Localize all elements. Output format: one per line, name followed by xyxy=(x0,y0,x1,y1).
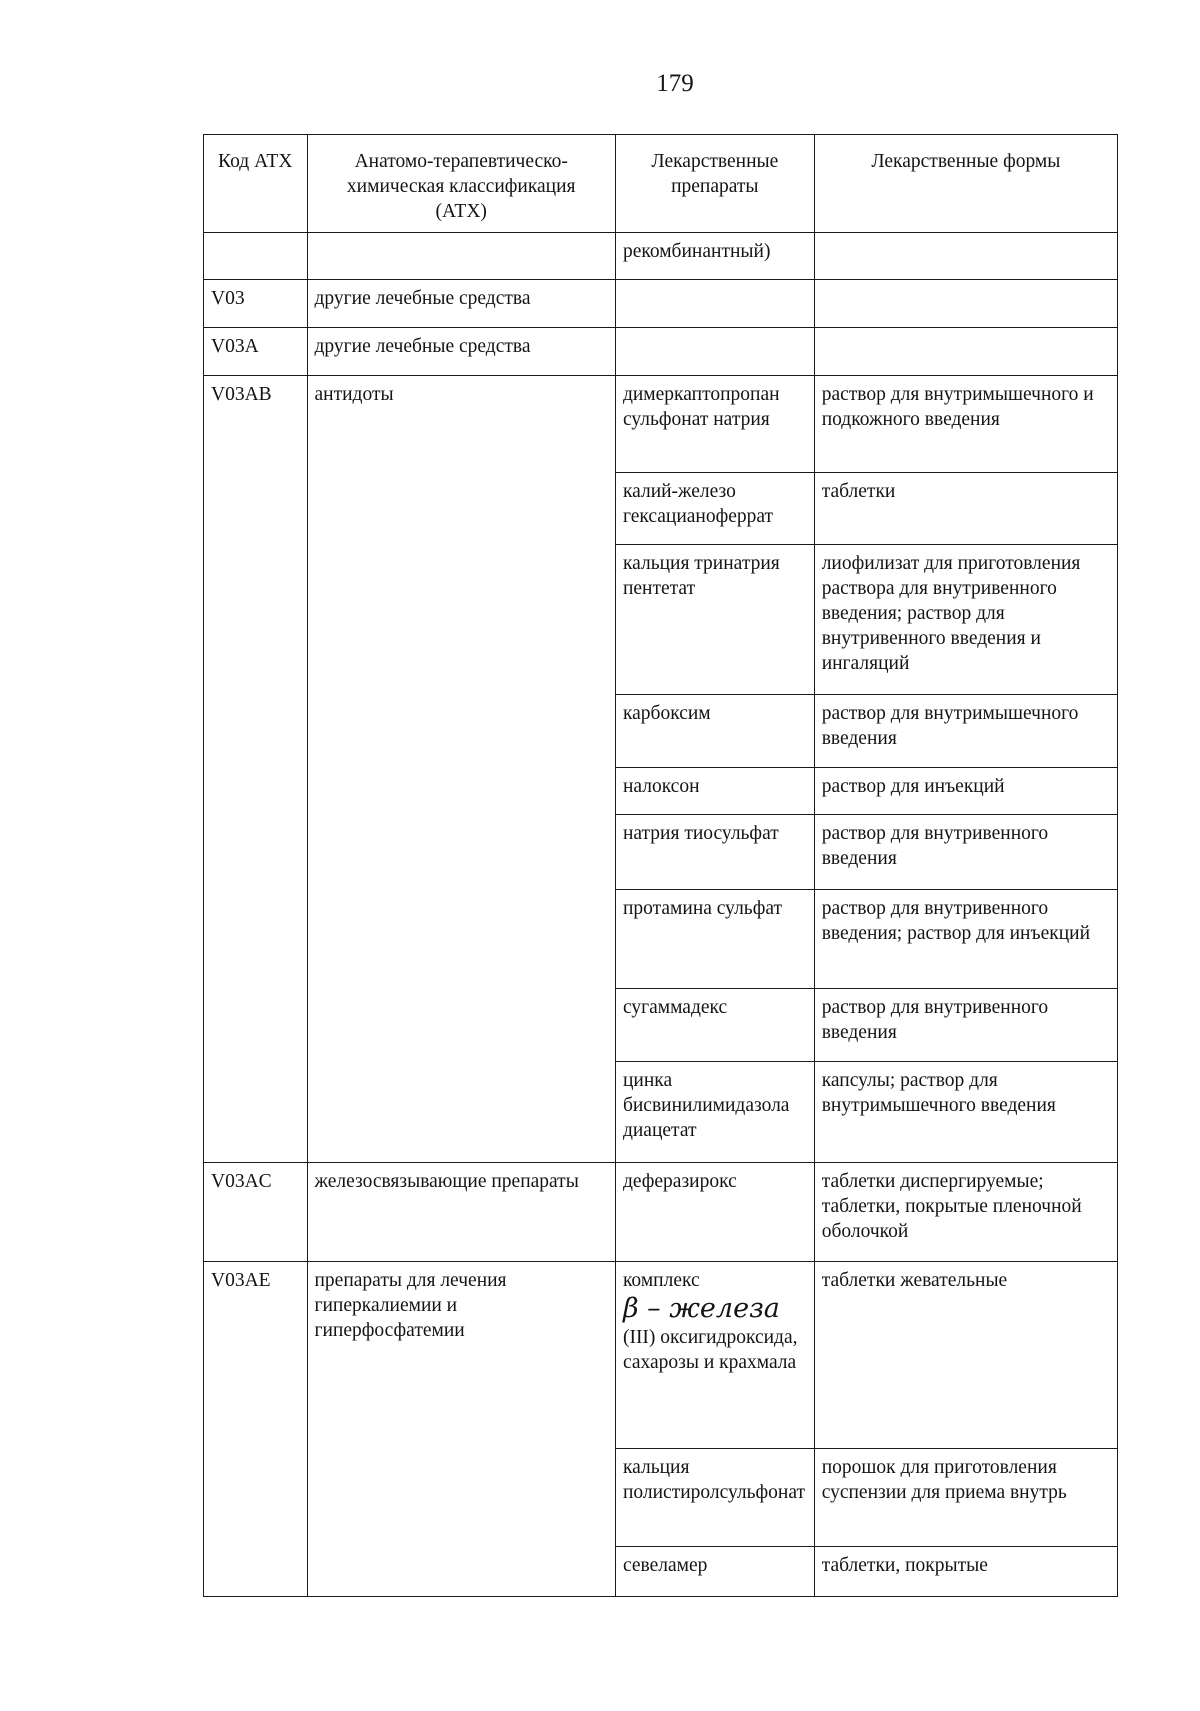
header-atc-code: Код АТХ xyxy=(204,135,308,233)
atc-code-cell: V03A xyxy=(204,328,308,376)
drug-cell: деферазирокс xyxy=(615,1163,814,1262)
drug-text: комплекс xyxy=(622,1270,700,1291)
drug-cell: натрия тиосульфат xyxy=(615,815,814,890)
atc-code-cell: V03 xyxy=(204,280,308,328)
page-number: 179 xyxy=(656,70,694,97)
table-row xyxy=(204,328,1118,376)
table-row xyxy=(204,280,1118,328)
form-cell: таблетки жевательные xyxy=(814,1262,1117,1449)
form-cell: таблетки, покрытые xyxy=(814,1547,1117,1597)
drug-cell xyxy=(615,1262,814,1449)
atc-code-cell: V03AB xyxy=(204,376,308,1163)
atc-name-cell: другие лечебные средства xyxy=(307,328,615,376)
beta-iron-formula: β – железа xyxy=(622,1293,780,1324)
drug-cell: кальция полистиролсульфонат xyxy=(615,1449,814,1547)
table-header-row xyxy=(204,135,1118,233)
atc-code-cell: V03AE xyxy=(204,1262,308,1597)
atc-table xyxy=(203,134,1118,1597)
atc-name-cell: другие лечебные средства xyxy=(307,280,615,328)
atc-name-cell: препараты для лечения гиперкалиемии и гиперфосфатемии xyxy=(307,1262,615,1597)
atc-code-cell: V03AC xyxy=(204,1163,308,1262)
form-cell: раствор для инъекций xyxy=(814,768,1117,815)
table-row xyxy=(204,1262,1118,1449)
drug-cell: сугаммадекс xyxy=(615,989,814,1062)
header-atc-classification: Анатомо-терапевтическо-химическая классификация (АТХ) xyxy=(307,135,615,233)
drug-cell: калий-железо гексацианоферрат xyxy=(615,473,814,545)
drug-cell: кальция тринатрия пентетат xyxy=(615,545,814,695)
form-cell: таблетки диспергируемые; таблетки, покрытые пленочной оболочкой xyxy=(814,1163,1117,1262)
drug-cell: налоксон xyxy=(615,768,814,815)
atc-name-cell: антидоты xyxy=(307,376,615,1163)
form-cell: таблетки xyxy=(814,473,1117,545)
form-cell: раствор для внутривенного введения xyxy=(814,989,1117,1062)
drug-cell: карбоксим xyxy=(615,695,814,768)
table-row xyxy=(204,1163,1118,1262)
drug-text: (III) оксигидроксида, сахарозы и крахмала xyxy=(622,1327,798,1373)
form-cell: раствор для внутримышечного введения xyxy=(814,695,1117,768)
form-cell: раствор для внутривенного введения xyxy=(814,815,1117,890)
drug-cell: севеламер xyxy=(615,1547,814,1597)
form-cell: раствор для внутримышечного и подкожного введения xyxy=(814,376,1117,473)
table-row xyxy=(204,376,1118,473)
drug-cell: рекомбинантный) xyxy=(615,233,814,280)
table-row xyxy=(204,233,1118,280)
drug-cell: протамина сульфат xyxy=(615,890,814,989)
header-drugs: Лекарственные препараты xyxy=(615,135,814,233)
header-dosage-forms: Лекарственные формы xyxy=(814,135,1117,233)
drug-cell: цинка бисвинилимидазола диацетат xyxy=(615,1062,814,1163)
drug-cell: димеркаптопропан сульфонат натрия xyxy=(615,376,814,473)
form-cell: лиофилизат для приготовления раствора для внутривенного введения; раствор для внутривенного введения и ингаляций xyxy=(814,545,1117,695)
form-cell: порошок для приготовления суспензии для приема внутрь xyxy=(814,1449,1117,1547)
form-cell: раствор для внутривенного введения; раствор для инъекций xyxy=(814,890,1117,989)
form-cell: капсулы; раствор для внутримышечного введения xyxy=(814,1062,1117,1163)
atc-name-cell: железосвязывающие препараты xyxy=(307,1163,615,1262)
